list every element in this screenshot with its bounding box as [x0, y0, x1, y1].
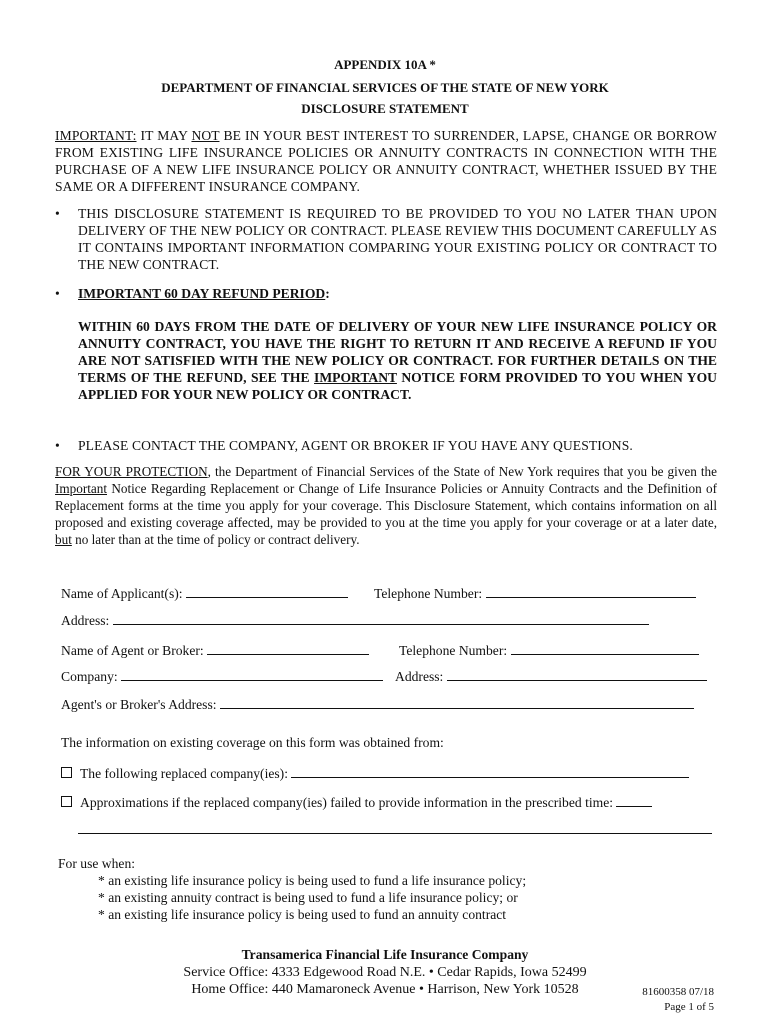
- page-number: Page 1 of 5: [664, 1001, 714, 1013]
- applicant-address-line[interactable]: [113, 611, 649, 625]
- approximations-continuation-line[interactable]: [78, 833, 712, 834]
- use-when-item: * an existing life insurance policy is being used to fund a life insurance policy;: [98, 873, 527, 888]
- footer-company-name: Transamerica Financial Life Insurance Company: [241, 947, 529, 962]
- protection-paragraph: FOR YOUR PROTECTION, the Department of Financial Services of the State of New York requires that you be given the Important Notice Regarding Replacement or Change of Life Insurance Policies or Annuity Contracts and the Definition of Replacement forms at the time you apply for your coverage. This Disclosure Statement, which contains information on all proposed and existing coverage affected, may be provided to you at the time you apply for your coverage or at a later date, but no later than at the time of policy or contract delivery.: [55, 464, 717, 547]
- bullet-refund-period: • IMPORTANT 60 DAY REFUND PERIOD:: [55, 286, 330, 301]
- source-option-approximations[interactable]: Approximations if the replaced company(ies) failed to provide information in the prescribed time:: [61, 793, 652, 811]
- appendix-heading: APPENDIX 10A *: [334, 57, 436, 72]
- use-when-item: * an existing life insurance policy is being used to fund an annuity contract: [98, 907, 507, 922]
- bullet-icon: •: [55, 206, 60, 221]
- important-label: IMPORTANT:: [55, 128, 137, 143]
- checkbox-approximations[interactable]: [61, 796, 72, 807]
- use-when-item: * an existing annuity contract is being used to fund a life insurance policy; or: [98, 890, 518, 905]
- source-option-replaced[interactable]: The following replaced company(ies):: [61, 764, 689, 782]
- form-code: 81600358 07/18: [642, 986, 714, 998]
- bullet-icon: •: [55, 438, 60, 453]
- page-title: DISCLOSURE STATEMENT: [301, 101, 469, 116]
- checkbox-replaced-company[interactable]: [61, 767, 72, 778]
- agent-name-line[interactable]: [207, 641, 369, 655]
- not-emphasis: NOT: [191, 128, 220, 143]
- important-intro: IMPORTANT: IT MAY NOT BE IN YOUR BEST INTEREST TO SURRENDER, LAPSE, CHANGE OR BORROW FROM EXISTING LIFE INSURANCE POLICIES OR ANNUITY CONTRACTS IN CONNECTION WITH THE PURCHASE OF A NEW LIFE INSURANCE POLICY OR ANNUITY CONTRACT, WHETHER ISSUED BY THE SAME OR A DIFFERENT INSURANCE COMPANY.: [55, 128, 717, 194]
- company-address-line[interactable]: [447, 667, 707, 681]
- applicant-telephone-line[interactable]: [486, 584, 696, 598]
- department-heading: DEPARTMENT OF FINANCIAL SERVICES OF THE STATE OF NEW YORK: [161, 80, 609, 95]
- source-intro: The information on existing coverage on this form was obtained from:: [61, 735, 444, 750]
- use-when-title: For use when:: [58, 856, 136, 871]
- company-line[interactable]: [121, 667, 383, 681]
- agent-name-field[interactable]: Name of Agent or Broker:: [61, 641, 369, 659]
- applicant-telephone-field[interactable]: Telephone Number:: [374, 584, 696, 602]
- agent-address-field[interactable]: Agent's or Broker's Address:: [61, 695, 694, 713]
- footer-home-office: Home Office: 440 Mamaroneck Avenue • Harrison, New York 10528: [191, 982, 579, 997]
- bullet-disclosure-required: • THIS DISCLOSURE STATEMENT IS REQUIRED TO BE PROVIDED TO YOU NO LATER THAN UPON DELIVERY OF THE NEW POLICY OR CONTRACT. PLEASE REVIEW THIS DOCUMENT CAREFULLY AS IT CONTAINS IMPORTANT INFORMATION COMPARING YOUR EXISTING POLICY OR CONTRACT TO THE NEW CONTRACT.: [55, 206, 717, 272]
- refund-details: WITHIN 60 DAYS FROM THE DATE OF DELIVERY OF YOUR NEW LIFE INSURANCE POLICY OR ANNUITY CONTRACT, YOU HAVE THE RIGHT TO RETURN IT AND RECEIVE A REFUND IF YOU ARE NOT SATISFIED WITH THE NEW POLICY OR CONTRACT. FOR FURTHER DETAILS ON THE TERMS OF THE REFUND, SEE THE IMPORTANT NOTICE FORM PROVIDED TO YOU WHEN YOU APPLIED FOR YOUR NEW POLICY OR CONTRACT.: [78, 319, 718, 402]
- company-address-field[interactable]: Address:: [395, 667, 707, 685]
- use-when-section: [58, 855, 526, 923]
- replaced-company-line[interactable]: [291, 764, 689, 778]
- agent-address-line[interactable]: [220, 695, 694, 709]
- applicant-name-field[interactable]: Name of Applicant(s):: [61, 584, 348, 602]
- bullet-icon: •: [55, 286, 60, 301]
- applicant-name-line[interactable]: [186, 584, 348, 598]
- approximations-line[interactable]: [616, 793, 652, 807]
- agent-telephone-line[interactable]: [511, 641, 699, 655]
- bullet-contact: • PLEASE CONTACT THE COMPANY, AGENT OR BROKER IF YOU HAVE ANY QUESTIONS.: [55, 438, 633, 453]
- company-field[interactable]: Company:: [61, 667, 383, 685]
- footer-service-office: Service Office: 4333 Edgewood Road N.E. • Cedar Rapids, Iowa 52499: [183, 965, 587, 980]
- agent-telephone-field[interactable]: Telephone Number:: [399, 641, 699, 659]
- applicant-address-field[interactable]: Address:: [61, 611, 649, 629]
